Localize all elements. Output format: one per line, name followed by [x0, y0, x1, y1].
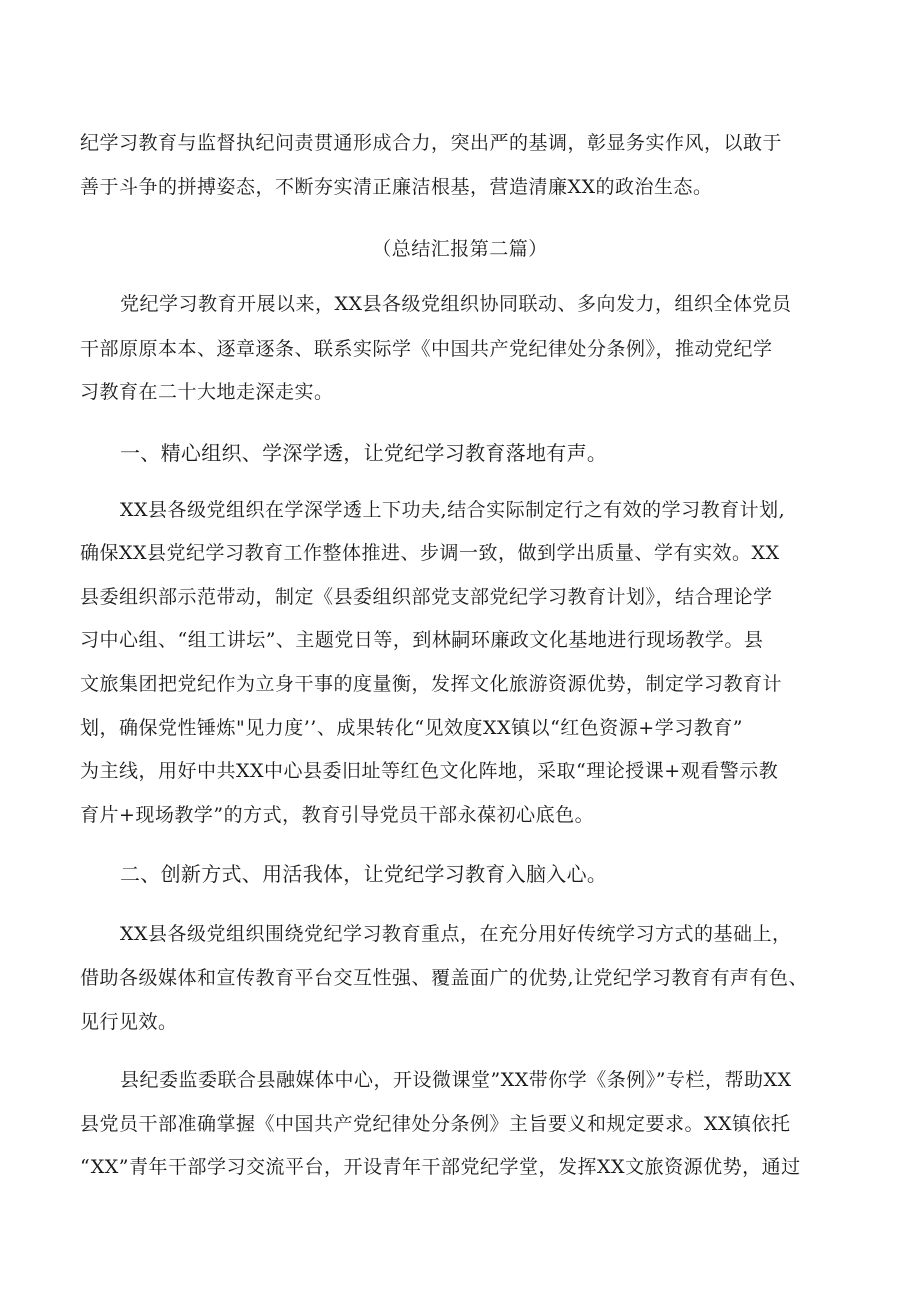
section-heading-1: 一、精心组织、学深学透，让党纪学习教育落地有声。 — [120, 441, 608, 465]
paragraph-line: 文旅集团把党纪作为立身干事的度量衡，发挥文化旅游资源优势，制定学习教育计 — [80, 673, 783, 695]
paragraph-line: XX县各级党组织围绕党纪学习教育重点，在充分用好传统学习方式的基础上， — [120, 923, 792, 945]
paragraph-line: 为主线，用好中共XX中心县委旧址等红色文化阵地，采取“理论授课+观看警示教 — [80, 760, 779, 782]
paragraph-line: 划，确保党性锤炼"见力度’’、成果转化“见效度XX镇以“红色资源+学习教育” — [80, 717, 743, 739]
paragraph-line: 县委组织部示范带动，制定《县委组织部党支部党纪学习教育计划》，结合理论学 — [80, 586, 773, 608]
section-heading-2: 二、创新方式、用活我体，让党纪学习教育入脑入心。 — [120, 862, 608, 886]
paragraph-line: 县党员干部准确掌握《中国共产党纪律处分条例》主旨要义和规定要求。XX镇依托 — [80, 1113, 791, 1135]
paragraph-line: 确保XX县党纪学习教育工作整体推进、步调一致，做到学出质量、学有实效。XX — [80, 542, 780, 564]
paragraph-line: “XX”青年干部学习交流平台，开设青年干部党纪学堂，发挥XX文旅资源优势，通过 — [80, 1156, 801, 1178]
paragraph-line: 育片+现场教学”的方式，教育引导党员干部永葆初心底色。 — [80, 804, 595, 826]
paragraph-line: 习教育在二十大地走深走实。 — [80, 381, 334, 403]
paragraph-line: 县纪委监委联合县融媒体中心，开设微课堂”XX带你学《条例》”专栏，帮助XX — [120, 1069, 792, 1091]
paragraph-line: 干部原原本本、逐章逐条、联系实际学《中国共产党纪律处分条例》，推动党纪学 — [80, 338, 773, 360]
paragraph-line: XX县各级党组织在学深学透上下功夫,结合实际制定行之有效的学习教育计划, — [120, 499, 786, 521]
paragraph-line: 习中心组、“组工讲坛”、主题党日等，到林嗣环廉政文化基地进行现场教学。县 — [80, 629, 764, 651]
paragraph-line: 见行见效。 — [80, 1011, 178, 1033]
paragraph-line: 善于斗争的拼搏姿态，不断夯实清正廉洁根基，营造清廉XX的政治生态。 — [80, 176, 713, 198]
paragraph-line: 党纪学习教育开展以来，XX县各级党组织协同联动、多向发力，组织全体党员 — [120, 293, 792, 315]
section-title: （总结汇报第二篇） — [372, 238, 548, 260]
paragraph-line: 借助各级媒体和宣传教育平台交互性强、覆盖面广的优势,让党纪学习教育有声有色、 — [80, 967, 809, 989]
paragraph-line: 纪学习教育与监督执纪问责贯通形成合力，突出严的基调，彰显务实作风，以敢于 — [80, 132, 783, 154]
